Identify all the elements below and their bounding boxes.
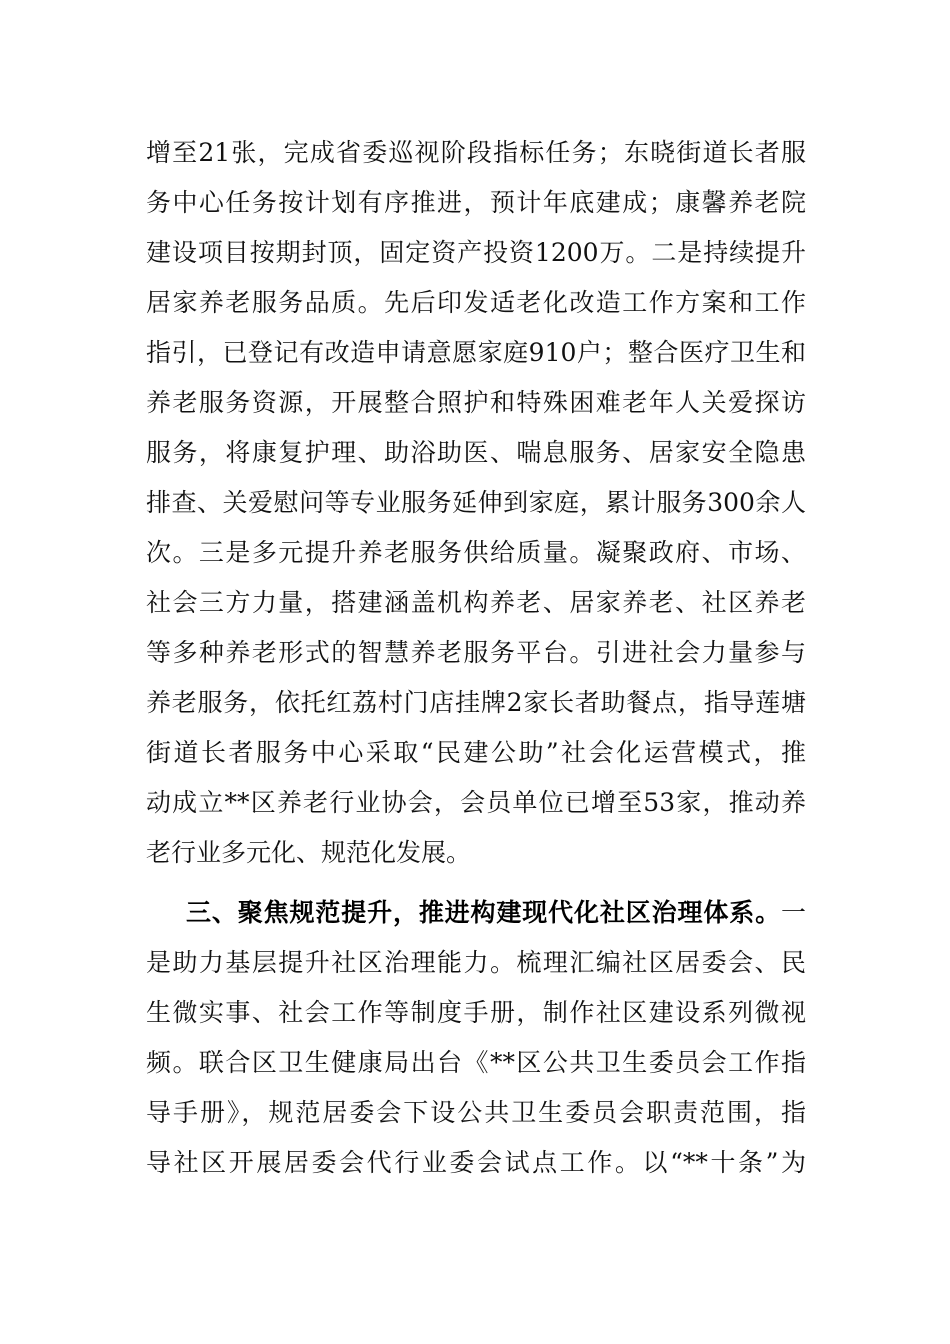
paragraph-line: 动成立**区养老行业协会，会员单位已增至53家，推动养 <box>146 788 806 817</box>
paragraph-line: 是助力基层提升社区治理能力。梳理汇编社区居委会、民 <box>146 948 806 977</box>
paragraph-line: 指引，已登记有改造申请意愿家庭910户；整合医疗卫生和 <box>146 338 806 367</box>
paragraph-line: 次。三是多元提升养老服务供给质量。凝聚政府、市场、 <box>146 538 806 567</box>
paragraph-line: 社会三方力量，搭建涵盖机构养老、居家养老、社区养老 <box>146 588 806 617</box>
paragraph-line: 居家养老服务品质。先后印发适老化改造工作方案和工作 <box>146 288 806 317</box>
paragraph-line: 排查、关爱慰问等专业服务延伸到家庭，累计服务300余人 <box>146 488 806 517</box>
paragraph-line: 服务，将康复护理、助浴助医、喘息服务、居家安全隐患 <box>146 438 806 467</box>
paragraph-line: 养老服务，依托红荔村门店挂牌2家长者助餐点，指导莲塘 <box>146 688 806 717</box>
paragraph-line: 养老服务资源，开展整合照护和特殊困难老年人关爱探访 <box>146 388 806 417</box>
paragraph-line: 生微实事、社会工作等制度手册，制作社区建设系列微视 <box>146 998 806 1027</box>
section-heading: 三、聚焦规范提升，推进构建现代化社区治理体系。 <box>186 898 781 927</box>
paragraph-line: 导社区开展居委会代行业委会试点工作。以“**十条”为 <box>146 1148 806 1177</box>
paragraph-line: 老行业多元化、规范化发展。 <box>146 838 472 867</box>
paragraph-line: 增至21张，完成省委巡视阶段指标任务；东晓街道长者服 <box>146 138 806 167</box>
paragraph-line: 街道长者服务中心采取“民建公助”社会化运营模式，推 <box>146 738 806 767</box>
paragraph-line: 等多种养老形式的智慧养老服务平台。引进社会力量参与 <box>146 638 806 667</box>
paragraph-line: 务中心任务按计划有序推进，预计年底建成；康馨养老院 <box>146 188 806 217</box>
section-heading-line <box>186 888 806 938</box>
paragraph-line: 频。联合区卫生健康局出台《**区公共卫生委员会工作指 <box>146 1048 806 1077</box>
paragraph-line: 导手册》，规范居委会下设公共卫生委员会职责范围，指 <box>146 1098 806 1127</box>
paragraph-line: 建设项目按期封顶，固定资产投资1200万。二是持续提升 <box>146 238 806 267</box>
heading-line-continuation: 一 <box>780 898 806 927</box>
